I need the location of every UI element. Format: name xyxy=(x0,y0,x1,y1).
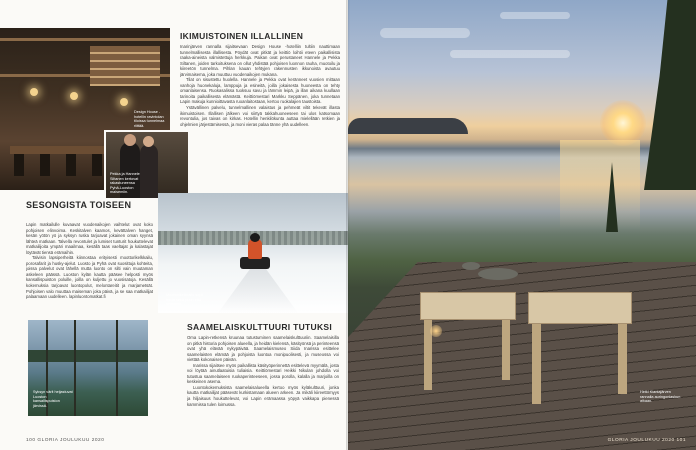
article-body xyxy=(180,44,340,184)
bench-leg xyxy=(532,324,541,404)
article-body xyxy=(26,222,153,316)
photo-caption: Pekka ja Hannele Siltanen kertovat rakastuneensa Pyhä-Luoston maisemiin. xyxy=(110,172,140,195)
paragraph: Luontokokemuksista saamelaisalueella kertoo myös kyläkulttuuri, jonka kautta matkailijat pääsevät kurkistamaan alueen arkeen. Ja mikäli kiireettömyys ja hiljaisuus houkuttelevat, voi Lapin erämaassa yöpyä vaikkapa pienessä kammissa tulen loimussa. xyxy=(187,384,339,407)
sun-reflection xyxy=(560,140,640,230)
photo-couple xyxy=(104,130,190,200)
page-folio: GLORIA JOULUKUU 2020 101 xyxy=(607,438,686,443)
cloud xyxy=(500,12,570,19)
paragraph: Inarissa sijaitsee myös paikallista käsityöperinnettä esittelevä myymälä, josta voi löytää ainutlaatuisia tuliaisia. Keittiömestari Heikki Nikulan johdolla voi tutustua saamelaiseen ruokaperinteeseen, jossa porolla, kalalla ja marjoilla on keskeinen asema. xyxy=(187,362,339,385)
paragraph: Inarinjärven rannalla sijaitsevaan Design House -hotelliin tultiin nauttimaan tunnelmallisesta illallisesta. Pöydät ovat pitkät ja keittiö loihtii eteen paikallisista raaka-aineista valmistettuja herkkuja. Paikan ovat perustaneet Hannele ja Pekka Siltanen, joiden tarkoituksena on ollut yhdistää pohjoisen luonnon rauha, muotoilu ja kiireetön tunnelma. Pihlan kauan tehtyjen rakennusten ikkunoista avautuu järvimaisema, joka muuttuu vuodenaikojen mukana. xyxy=(180,44,340,77)
page-folio: 100 GLORIA JOULUKUU 2020 xyxy=(26,438,105,443)
lantern-glow xyxy=(430,325,442,337)
wooden-bench xyxy=(420,292,516,320)
paragraph: Talvisin lapsiperheitä kiinnostaa erityisesti moottorikelkkailu, porosafarit ja husky-ajelut. Luosto ja Pyhä ovat suosittuja kohteita, joissa palvelut ovat lähellä mutta luonto on silti vain muutaman askeleen päässä. Luoston kylän kautta pääsee helposti myös kansallispuiston poluille, joilla on kuljettu jo vuosisatoja. Kesällä kokemuksia tarjoavat luontopolut, melontareitit ja marjametsät. Pohjoisen valo muuttaa maiseman joka päivä, ja se saa matkailijat palaamaan uudelleen. lapinluontomatkat.fi xyxy=(26,255,153,300)
paragraph: Tilat on sisustettu huolella. Hannele ja Pekka ovat keränneet vuosien mittaan vanhoja huonekaluja, lamppuja ja esineitä, joilla jokaisesta huoneesta on tehty omanlaisensa. Ruokasalissa tuoksuu savu ja lämmin leipä, ja illan aikana kuullaan tarinoita paikallisesta elämästä. Keittiömestari Markku Seppänen, joka tunnetaan Lapin makuja kunnioittavasta ruoanlaitostaan, kertoo ruokalajien taustoista. xyxy=(180,77,340,105)
stone-bowl xyxy=(478,268,518,280)
article-body xyxy=(187,335,339,425)
section-headline: IKIMUISTOINEN ILLALLINEN xyxy=(180,31,304,41)
photo-caption: Design House -hotellin ravintolan tiloissa tunnelmaa riittää. xyxy=(134,110,165,128)
photo-snowmobile xyxy=(158,193,348,313)
photo-caption: Syksyn värit heijastuvat Luoston kansallispuiston järvissä. xyxy=(33,390,73,408)
photo-caption: Moottorikelkkailu sopii hyvin sekä yksin että seurassa. xyxy=(166,293,204,307)
bench-leg xyxy=(502,320,510,380)
photo-autumn-lake xyxy=(28,320,148,416)
paragraph: Lapin matkailulle kuvaavat vuodenaikojen vaihtelut ovat koko pohjoisen elinvoima. Keskitalven kaamos, kevättalven hanget, kesän yötön yö ja syksyn ruska tarjoavat jokainen oman syynsä lähteä matkaan. Talvella revontulet ja lumiset tunturit houkuttelevat matkailijoita ympäri maailmaa, kesällä taas vaeltajat ja kalastajat löytävät tiensä erämaihin. xyxy=(26,222,153,255)
cloud xyxy=(380,28,470,38)
photo-caption: Hetki Kiantajärven rannalla auringonlaskun aikaan. xyxy=(640,390,681,404)
wooden-bench xyxy=(528,292,632,324)
section-headline: SAAMELAISKULTTUURI TUTUKSI xyxy=(187,322,333,332)
paragraph: Oma Lapin-retkensä kruunaa tutustuminen saamelaiskulttuuriin. Saamelaisilla on pitkä historia pohjoisen alueella, ja heidän kielensä, käsityönsä ja perinteensä ovat yhä elävää nykypäivää. Saamelaismuseo Siida Inarissa esittelee saamelaisten elämää ja pohjoista luontoa monipuolisesti, ja museossa voi viettää kokonaisen päivän. xyxy=(187,335,339,363)
stone-bowl xyxy=(462,262,480,270)
wooden-dock xyxy=(348,262,696,450)
bench-leg xyxy=(618,324,627,394)
paragraph: Ystävällinen palvelu, tunnelmallinen valaistus ja pehmeät viltit tekevät illasta ikimuistoisen. Illallisen jälkeen voi siirtyä takkahuoneeseen tai ulos katsomaan revontulia, jos taivas on kirkas. Hotellin henkilökunta auttaa mielellään retkien ja ohjelmien järjestämisessä, ja moni vieras palaa tänne yhä uudelleen. xyxy=(180,105,340,127)
island-silhouette xyxy=(348,118,468,134)
section-headline: SESONGISTA TOISEEN xyxy=(26,200,132,210)
page-gutter xyxy=(346,0,350,450)
cloud xyxy=(450,50,570,58)
